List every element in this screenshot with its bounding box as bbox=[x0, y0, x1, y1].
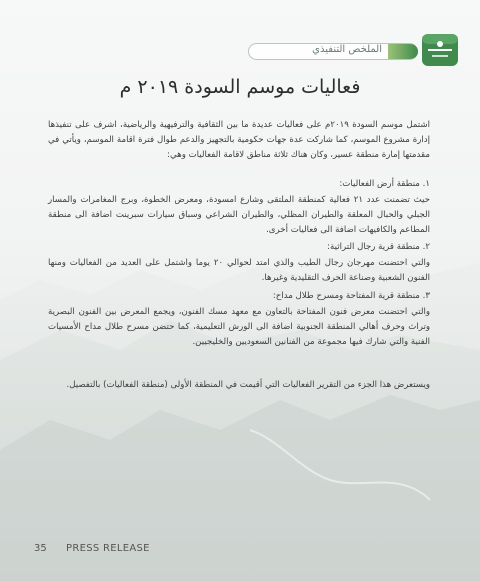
page-title: فعاليات موسم السودة ٢٠١٩ م bbox=[119, 76, 361, 98]
section-heading-2: ٢. منطقة قرية رجال التراثية: bbox=[327, 242, 430, 252]
section-text-3: والتي احتضنت معرض فنون المفتاحة بالتعاون مع معهد مسك الفنون، ويجمع المعرض بين الفنون البصرية وتراث وحرف أهالي المنطقة الجنوبية اضافة الى الورش التعليمية، كما حتضن مسرح طلال مداح الأمسيات الفنية والتي شارك فيها مجموعة من الفنانين السعوديين والخليجيين. bbox=[48, 307, 430, 347]
section-text-1: حيث تضمنت عدد ٢١ فعالية كمنطقة الملتقى وشارع امسودة، ومعرض الخطوة، وبرج المغامرات والمسار الجبلي والحبال المعلقة والطيران المظلي، والطيران الشراعي وسباق سيارات سبرينت اضافة الى منطقة المطاعم والكافيهات اضافة الى فعاليات أخرى. bbox=[48, 195, 430, 235]
intro-paragraph: اشتمل موسم السودة ٢٠١٩م على فعاليات عديدة ما بين الثقافية والترفيهية والرياضية، اشرف على تنفيذها إدارة مشروع الموسم، كما شاركت عدة جهات حكومية بالتجهيز والدعم طوال فترة اقامة الموسم، ويأتي في مقدمتها إمارة منطقة عسير، وكان هناك ثلاثة مناطق لاقامة الفعاليات وهي: bbox=[48, 120, 430, 160]
footer-label: PRESS RELEASE bbox=[66, 543, 150, 554]
header-accent bbox=[388, 44, 418, 59]
section-heading-3: ٣. منطقة قرية المفتاحة ومسرح طلال مداح: bbox=[272, 291, 430, 301]
closing-paragraph: ويستعرض هذا الجزء من التقرير الفعاليات التي أقيمت في المنطقة الأولى (منطقة الفعاليات) بالتفصيل. bbox=[66, 380, 430, 390]
saudi-emblem-icon bbox=[418, 30, 462, 70]
section-label: الملخص التنفيذي bbox=[312, 44, 382, 55]
section-heading-1: ١. منطقة أرض الفعاليات: bbox=[339, 179, 430, 189]
page-number: 35 bbox=[34, 543, 47, 554]
section-text-2: والتي احتضنت مهرجان رجال الطيب والذي امتد لحوالي ٢٠ يوما واشتمل على العديد من الفعاليات ومنها الفنون الشعبية وصناعة الحرف التقليدية وغيرها. bbox=[48, 258, 431, 283]
